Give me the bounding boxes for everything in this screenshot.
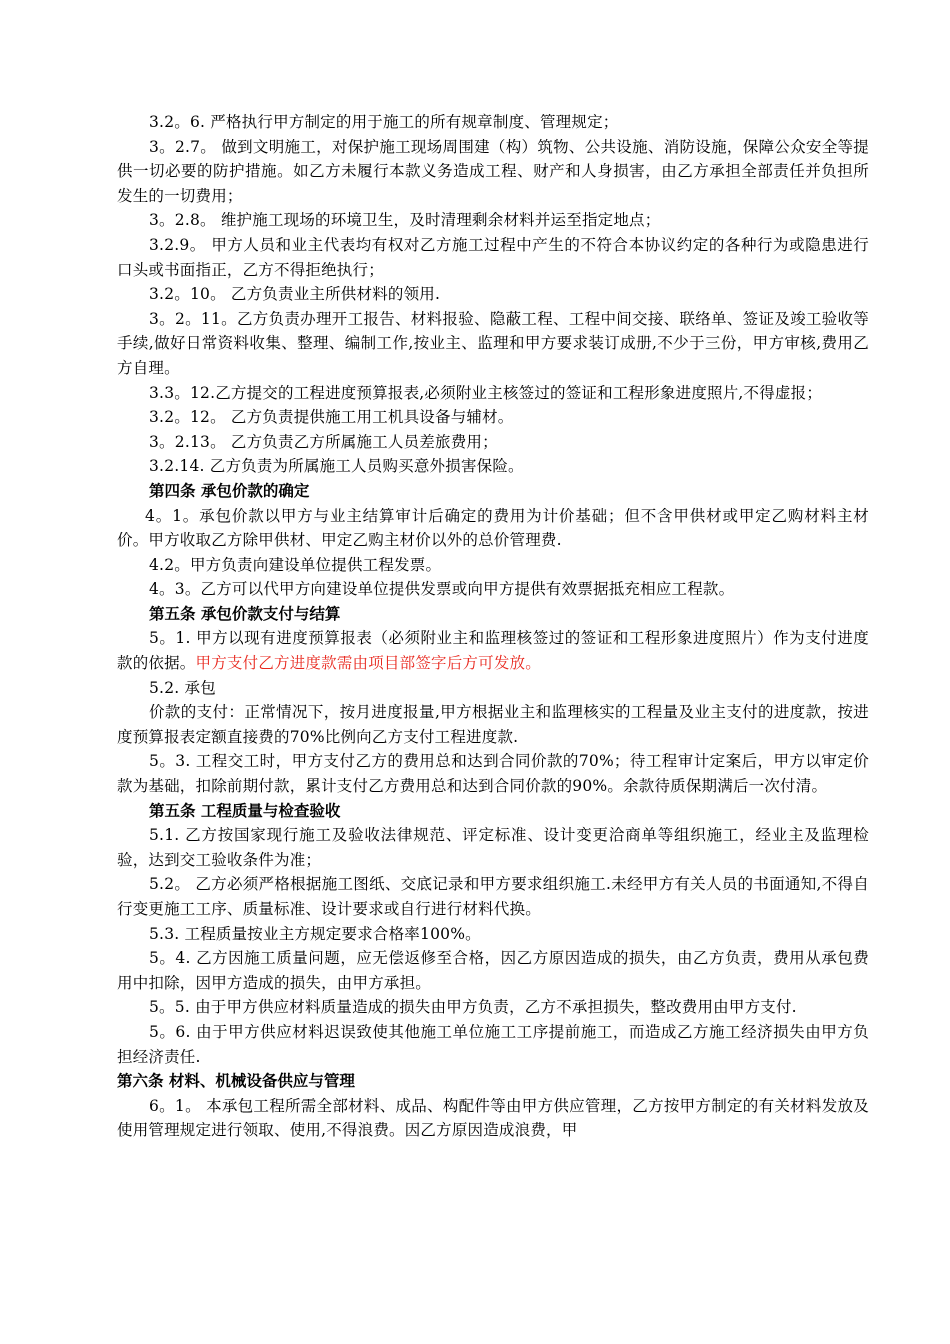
clause-3-2-8: 3。2.8。 维护施工现场的环境卫生，及时清理剩余材料并运至指定地点；: [149, 211, 661, 230]
clause-5-2-payment-body: 价款的支付：正常情况下，按月进度报量,甲方根据业主和监理核实的工程量及业主支付的进度款，按进度预算报表定额直接费的70%比例向乙方支付工程进度款.: [117, 703, 869, 746]
clause-5-1-text: 5。1. 甲方以现有进度预算报表（必须附业主和监理核签过的签证和工程形象进度照片）作为支付进度款的依据。: [117, 629, 869, 673]
clause-5-3-payment: 5。3. 工程交工时，甲方支付乙方的费用总和达到合同价款的70%；待工程审计定案后，甲方以审定价款为基础，扣除前期付款，累计支付乙方费用总和达到合同价款的90%。余款待质保期满后一次付清。: [117, 752, 869, 796]
clause-3-2-11: 3。2。11。乙方负责办理开工报告、材料报验、隐蔽工程、工程中间交接、联络单、签证及竣工验收等手续,做好日常资料收集、整理、编制工作,按业主、监理和甲方要求装订成册,不少于三份，甲方审核,费用乙方自理。: [117, 309, 869, 377]
clause-5-2-payment: 5.2. 承包: [149, 678, 216, 697]
clause-5-2-quality: 5.2。 乙方必须严格根据施工图纸、交底记录和甲方要求组织施工.未经甲方有关人员的书面通知,不得自行变更施工工序、质量标准、设计要求或自行进行材料代换。: [117, 875, 869, 918]
clause-4-1: 4。1。承包价款以甲方与业主结算审计后确定的费用为计价基础；但不含甲供材或甲定乙购材料主材价。甲方收取乙方除甲供材、甲定乙购主材价以外的总价管理费.: [117, 506, 869, 550]
clause-3-2-6: 3.2。6. 严格执行甲方制定的用于施工的所有规章制度、管理规定；: [149, 113, 619, 131]
clause-5-1-highlight: 甲方支付乙方进度款需由项目部签字后方可发放。: [195, 654, 541, 673]
clause-5-3-quality: 5.3. 工程质量按业主方规定要求合格率100%。: [149, 924, 481, 943]
clause-3-2-9: 3.2.9。 甲方人员和业主代表均有权对乙方施工过程中产生的不符合本协议约定的各种行为或隐患进行口头或书面指正，乙方不得拒绝执行；: [117, 235, 869, 279]
clause-6-1: 6。1。 本承包工程所需全部材料、成品、构配件等由甲方供应管理，乙方按甲方制定的有关材料发放及使用管理规定进行领取、使用,不得浪费。因乙方原因造成浪费，甲: [117, 1096, 869, 1140]
clause-4-3: 4。3。乙方可以代甲方向建设单位提供发票或向甲方提供有效票据抵充相应工程款。: [149, 580, 735, 599]
clause-5-6-quality: 5。6. 由于甲方供应材料迟误致使其他施工单位施工工序提前施工，而造成乙方施工经济损失由甲方负担经济责任.: [117, 1022, 869, 1066]
clause-5-5-quality: 5。5. 由于甲方供应材料质量造成的损失由甲方负责，乙方不承担损失，整改费用由甲方支付.: [149, 998, 797, 1017]
clause-3-2-7: 3。2.7。 做到文明施工，对保护施工现场周围建（构）筑物、公共设施、消防设施，保障公众安全等提供一切必要的防护措施。如乙方未履行本款义务造成工程、财产和人身损害，由乙方承担全部责任并负担所发生的一切费用；: [117, 137, 869, 205]
article-5-quality-heading: 第五条 工程质量与检查验收: [149, 801, 341, 820]
clause-5-1-quality: 5.1. 乙方按国家现行施工及验收法律规范、评定标准、设计变更洽商单等组织施工，经业主及监理检验，达到交工验收条件为准；: [117, 826, 869, 869]
clause-3-2-12: 3.2。12。 乙方负责提供施工用工机具设备与辅材。: [149, 408, 514, 427]
article-4-heading: 第四条 承包价款的确定: [149, 481, 310, 500]
clause-3-3-12: 3.3。12.乙方提交的工程进度预算报表,必须附业主核签过的签证和工程形象进度照片,不得虚报；: [149, 383, 823, 402]
article-5-payment-heading: 第五条 承包价款支付与结算: [149, 604, 341, 623]
clause-5-4-quality: 5。4. 乙方因施工质量问题，应无偿返修至合格，因乙方原因造成的损失，由乙方负责，费用从承包费用中扣除，因甲方造成的损失，由甲方承担。: [117, 949, 869, 992]
article-6-heading: 第六条 材料、机械设备供应与管理: [117, 1072, 355, 1091]
clause-5-1-payment: [117, 626, 869, 675]
clause-3-2-13: 3。2.13。 乙方负责乙方所属施工人员差旅费用；: [149, 432, 498, 451]
clause-4-2: 4.2。甲方负责向建设单位提供工程发票。: [149, 555, 442, 574]
document-body: [117, 110, 869, 1143]
clause-3-2-14: 3.2.14. 乙方负责为所属施工人员购买意外损害保险。: [149, 457, 524, 476]
clause-3-2-10: 3.2。10。 乙方负责业主所供材料的领用.: [149, 285, 441, 304]
